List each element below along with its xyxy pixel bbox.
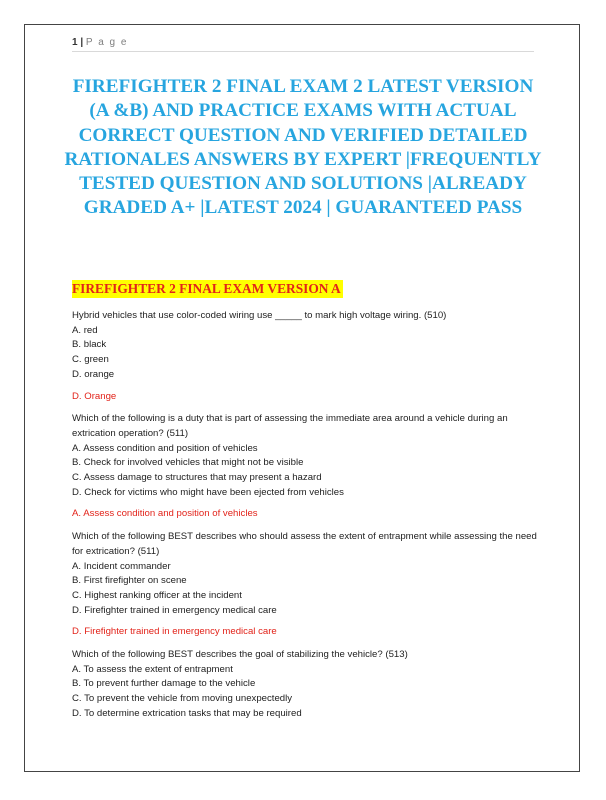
option-a: A. To assess the extent of entrapment bbox=[72, 663, 233, 675]
section-heading: FIREFIGHTER 2 FINAL EXAM VERSION A bbox=[72, 281, 341, 296]
question-text: Which of the following BEST describes who should assess the extent of entrapment while assessing the need for extrication? (511) bbox=[72, 531, 537, 557]
option-a: A. red bbox=[72, 324, 98, 336]
answer-text: D. Orange bbox=[72, 390, 117, 402]
option-b: B. Check for involved vehicles that might not be visible bbox=[72, 457, 304, 469]
question-list bbox=[72, 309, 542, 722]
option-c: C. To prevent the vehicle from moving unexpectedly bbox=[72, 693, 293, 705]
option-d: D. To determine extrication tasks that may be required bbox=[72, 707, 302, 719]
page-header bbox=[72, 37, 534, 52]
answer-text: A. Assess condition and position of vehicles bbox=[72, 508, 258, 520]
option-b: B. First firefighter on scene bbox=[72, 575, 187, 587]
question-text: Which of the following is a duty that is part of assessing the immediate area around a vehicle during an extrication operation? (511) bbox=[72, 413, 508, 439]
question-text: Which of the following BEST describes the goal of stabilizing the vehicle? (513) bbox=[72, 649, 408, 661]
option-b: B. black bbox=[72, 339, 107, 351]
option-a: A. Incident commander bbox=[72, 560, 171, 572]
question-block-1 bbox=[72, 309, 542, 404]
header-separator: | bbox=[77, 37, 86, 48]
question-text: Hybrid vehicles that use color-coded wiring use _____ to mark high voltage wiring. (510) bbox=[72, 310, 447, 321]
question-block-2 bbox=[72, 412, 542, 522]
option-d: D. Firefighter trained in emergency medical care bbox=[72, 604, 277, 616]
option-c: C. Assess damage to structures that may present a hazard bbox=[72, 472, 322, 484]
option-d: D. Check for victims who might have been ejected from vehicles bbox=[72, 486, 344, 498]
answer-text: D. Firefighter trained in emergency medical care bbox=[72, 626, 277, 638]
option-b: B. To prevent further damage to the vehicle bbox=[72, 678, 256, 690]
option-c: C. Highest ranking officer at the incident bbox=[72, 589, 242, 601]
question-block-4 bbox=[72, 648, 542, 722]
document-title: FIREFIGHTER 2 FINAL EXAM 2 LATEST VERSION (A &B) AND PRACTICE EXAMS WITH ACTUAL CORRECT QUESTION AND VERIFIED DETAILED RATIONALES ANSWERS BY EXPERT |FREQUENTLY TESTED QUESTION AND SOLUTIONS |ALREADY GRADED A+ |LATEST 2024 | GUARANTEED PASS bbox=[64, 76, 542, 219]
page-number: 1 bbox=[72, 37, 78, 48]
option-a: A. Assess condition and position of vehicles bbox=[72, 442, 258, 454]
option-d: D. orange bbox=[72, 368, 115, 380]
question-block-3 bbox=[72, 530, 542, 640]
page-word: P a g e bbox=[85, 37, 128, 48]
option-c: C. green bbox=[72, 354, 109, 366]
